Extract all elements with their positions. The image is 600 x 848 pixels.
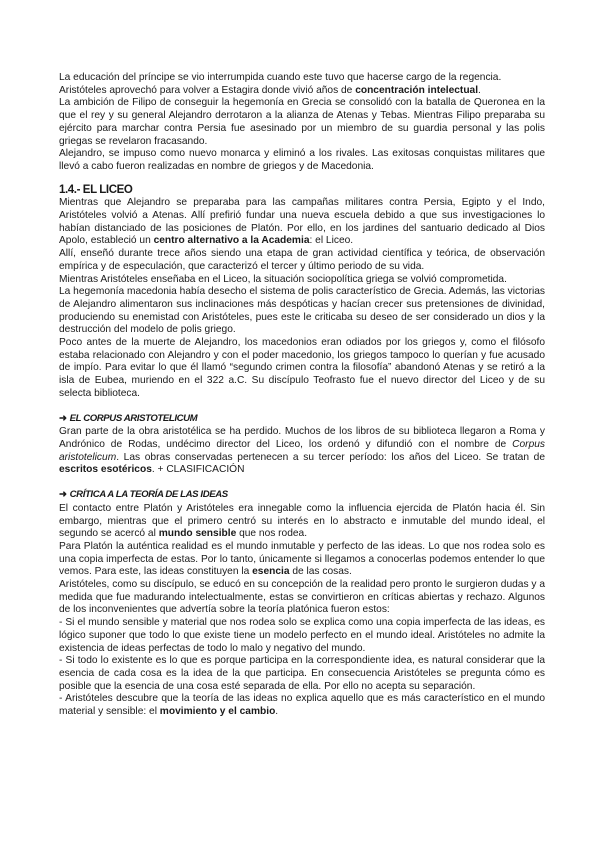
paragraph: Aristóteles aprovechó para volver a Estagira donde vivió años de concentración intelectual. [59, 84, 481, 96]
paragraph: Para Platón la auténtica realidad es el mundo inmutable y perfecto de las ideas. Lo que nos rodea solo es una copia imperfecta de estas. Por lo tanto, únicamente si llegamos a conocerlas podemos entender lo que vemos. Para este, las ideas constituyen la esencia de las cosas. [59, 540, 545, 578]
italic-term: Corpus aristotelicum [59, 438, 545, 463]
bullet-paragraph: - Aristóteles descubre que la teoría de las ideas no explica aquello que es más característico en el mundo material y sensible: el movimiento y el cambio. [59, 693, 545, 718]
paragraph: Allí, enseñó durante trece años siendo una etapa de gran actividad científica y teórica, de observación empírica y de especulación, que caracterizó el tercer y último periodo de su vida. [59, 248, 545, 272]
subsection-title: EL CORPUS ARISTOTELICUM [69, 412, 198, 424]
paragraph: El contacto entre Platón y Aristóteles era innegable como la influencia ejercida de Platón hacia él. Sin embargo, mientras que el primero centró su interés en lo abstracto e inmutable del mundo ideal, el segundo se acercó al mundo sensible que nos rodea. [59, 502, 545, 540]
paragraph: La ambición de Filipo de conseguir la hegemonía en Grecia se consolidó con la batalla de Queronea en la que el rey y su general Alejandro derrotaron a la alianza de Atenas y Tebas. Mientras Filipo preparaba su ejército para marchar contra Persia fue asesinado por un miembro de su guardia personal y las polis griegas se revelaron fracasando. [59, 97, 545, 147]
bold-term: movimiento y el cambio [159, 706, 276, 718]
section-heading-liceo: 1.4.- EL LICEO [59, 183, 133, 196]
paragraph: Poco antes de la muerte de Alejandro, los macedonios eran odiados por los griegos y, como el filósofo estaba relacionado con Alejandro y con el poder macedonio, los griegos tampoco lo querían y fue acusado de impío. Para evitar lo que él llamó “segundo crimen contra la filosofía” abandonó Atenas y se retiró a la isla de Eubea, muriendo en el 322 a.C. Su discípulo Teofrasto fue el nuevo director del Liceo y de su selecta biblioteca. [59, 337, 545, 399]
subsection-title: CRÍTICA A LA TEORÍA DE LAS IDEAS [69, 489, 228, 501]
paragraph: Mientras Aristóteles enseñaba en el Liceo, la situación sociopolítica griega se volvió comprometida. [59, 273, 507, 285]
paragraph: Aristóteles, como su discípulo, se educó en su concepción de la realidad pero pronto le surgieron dudas y a medida que fue madurando intelectualmente, estas se convirtieron en críticas abiertas y rechazo. Algunos de los inconvenientes que advertía sobre la teoría platónica fueron estos: [59, 579, 545, 616]
paragraph: La educación del príncipe se vio interrumpida cuando este tuvo que hacerse cargo de la regencia. [59, 72, 502, 83]
bold-term: escritos esotéricos [59, 464, 152, 476]
document-page [59, 72, 545, 719]
subsection-heading-critica [59, 489, 545, 502]
paragraph: La hegemonía macedonia había desecho el sistema de polis característico de Grecia. Además, las victorias de Alejandro alimentaron sus inclinaciones más despóticas y hacían crecer sus pretensiones de divinidad, produciendo su enemistad con Aristóteles, pues este le criticaba su deseo de ser considerado un dios y la destrucción del modelo de polis griego. [59, 286, 545, 336]
paragraph: Alejandro, se impuso como nuevo monarca y eliminó a los rivales. Las exitosas conquistas militares que llevó a cabo fueron realizadas en nombre de griegos y de Macedonia. [59, 148, 545, 172]
arrow-right-icon: ➜ [59, 489, 67, 501]
paragraph: Mientras que Alejandro se preparaba para las campañas militares contra Persia, Egipto y el Indo, Aristóteles volvió a Atenas. Allí prefirió fundar una nueva escuela debido a que sus investigaciones lo habían distanciado de las posiciones de Platón. Por ello, en los jardines del santuario dedicado al Dios Apolo, estableció un centro alternativo a la Academia: el Liceo. [59, 197, 545, 247]
bold-term: concentración intelectual [355, 84, 479, 96]
subsection-heading-corpus [59, 413, 545, 426]
paragraph: Gran parte de la obra aristotélica se ha perdido. Muchos de los libros de su biblioteca llegaron a Roma y Andrónico de Rodas, undécimo director del Liceo, los ordenó y difundió con el nombre de Corpus aristotelicum. Las obras conservadas pertenecen a su tercer período: los años del Liceo. Se tratan de escritos esotéricos. + CLASIFICACIÓN [59, 426, 545, 476]
bold-term: centro alternativo a la Academia [153, 235, 310, 247]
bullet-paragraph: - Si el mundo sensible y material que nos rodea solo se explica como una copia imperfecta de las ideas, es lógico suponer que todo lo que existe tiene un modelo perfecto en el mundo ideal. Aristóteles no admite la existencia de ideas perfectas de todo lo malo y negativo del mundo. [59, 617, 545, 654]
bold-term: mundo sensible [158, 528, 237, 540]
bold-term: esencia [252, 566, 290, 578]
bullet-paragraph: - Si todo lo existente es lo que es porque participa en la correspondiente idea, es natural considerar que la esencia de cada cosa es la idea de la que participa. En consecuencia Aristóteles se pregunta cómo es posible que la esencia de una cosa esté separada de ella. Por ello no acepta su separación. [59, 655, 545, 692]
arrow-right-icon: ➜ [59, 412, 67, 424]
